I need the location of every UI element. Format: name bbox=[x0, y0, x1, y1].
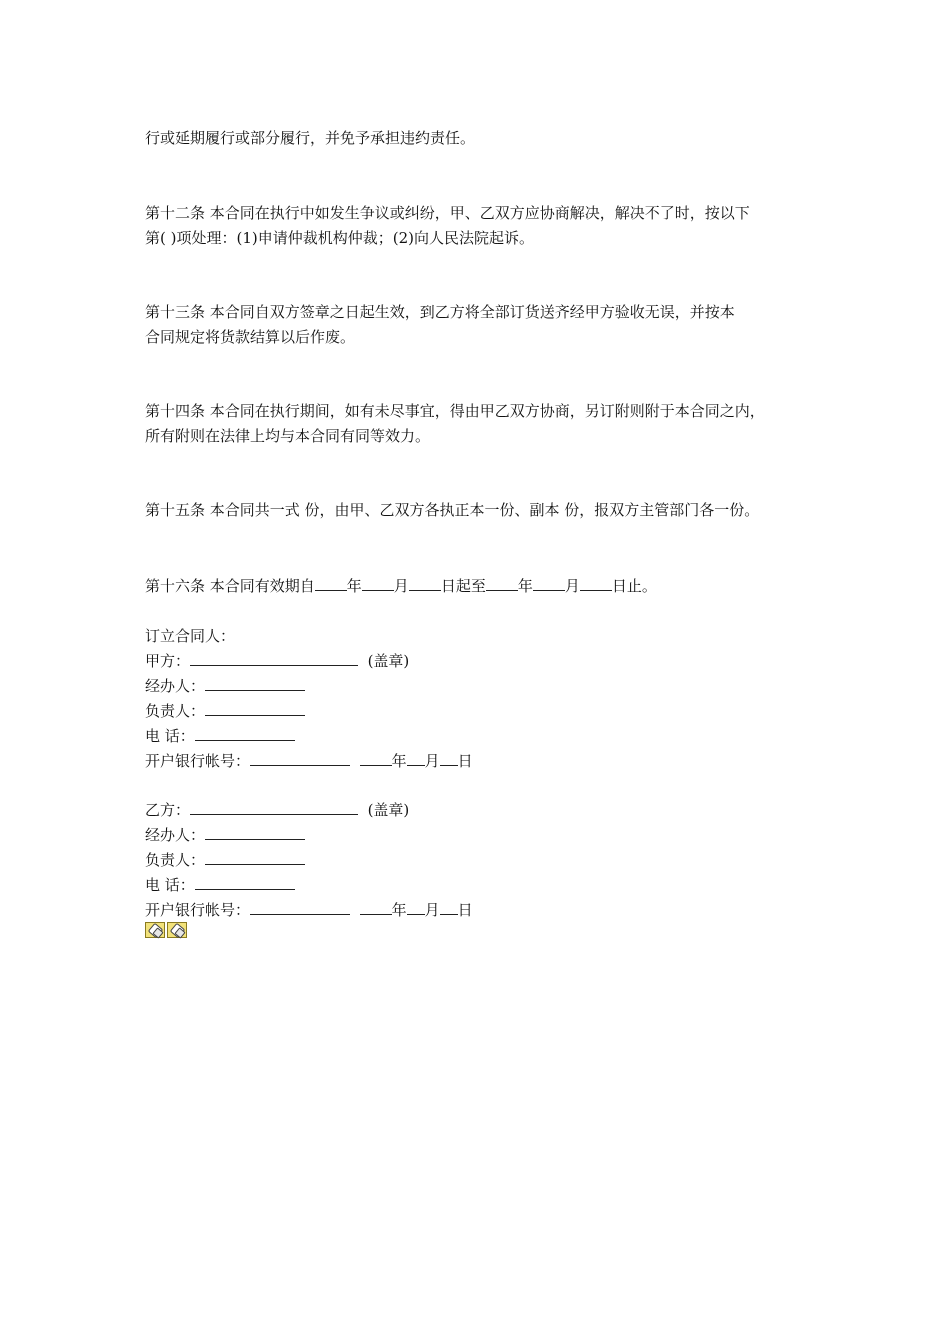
year-label: 年 bbox=[346, 577, 362, 595]
day-label: 日 bbox=[457, 901, 473, 919]
party-b-bank-row bbox=[145, 900, 473, 920]
day-from-label: 日起至 bbox=[440, 577, 486, 595]
clause-13-line1: 第十三条 本合同自双方签章之日起生效，到乙方将全部订货送齐经甲方验收无误，并按本 bbox=[145, 303, 735, 321]
phone-label: 电 话： bbox=[145, 727, 195, 745]
party-b-principal-row bbox=[145, 850, 305, 870]
blank[interactable] bbox=[362, 576, 394, 591]
principal-blank[interactable] bbox=[205, 850, 305, 865]
year-label: 年 bbox=[391, 901, 407, 919]
clause-16 bbox=[145, 576, 657, 596]
month-label: 月 bbox=[424, 901, 440, 919]
seal-label: (盖章) bbox=[367, 652, 410, 670]
year-blank[interactable] bbox=[360, 900, 392, 915]
agent-blank[interactable] bbox=[205, 825, 305, 840]
clause-14-line2: 所有附则在法律上均与本合同有同等效力。 bbox=[145, 427, 431, 445]
day-label: 日 bbox=[457, 752, 473, 770]
party-a-bank-row bbox=[145, 751, 473, 771]
party-b-phone-row bbox=[145, 875, 295, 895]
party-a-agent-row bbox=[145, 676, 305, 696]
phone-label: 电 话： bbox=[145, 876, 195, 894]
party-a-blank[interactable] bbox=[190, 651, 358, 666]
signatories-title: 订立合同人： bbox=[145, 627, 236, 645]
phone-blank[interactable] bbox=[195, 875, 295, 890]
bank-blank[interactable] bbox=[250, 900, 350, 915]
month-blank[interactable] bbox=[407, 900, 425, 915]
principal-label: 负责人： bbox=[145, 851, 206, 869]
bank-label: 开户银行帐号： bbox=[145, 752, 251, 770]
principal-blank[interactable] bbox=[205, 701, 305, 716]
agent-blank[interactable] bbox=[205, 676, 305, 691]
clause-12-line2: 第( )项处理：(1)申请仲裁机构仲裁；(2)向人民法院起诉。 bbox=[145, 229, 534, 247]
agent-label: 经办人： bbox=[145, 677, 206, 695]
year-blank[interactable] bbox=[360, 751, 392, 766]
principal-label: 负责人： bbox=[145, 702, 206, 720]
party-b-blank[interactable] bbox=[190, 800, 358, 815]
party-a-phone-row bbox=[145, 726, 295, 746]
month-label: 月 bbox=[564, 577, 580, 595]
party-b-row bbox=[145, 800, 409, 820]
month-label: 月 bbox=[393, 577, 409, 595]
attachment-icon[interactable] bbox=[167, 922, 187, 938]
clause-12-line1: 第十二条 本合同在执行中如发生争议或纠纷，甲、乙双方应协商解决，解决不了时，按以下 bbox=[145, 204, 750, 222]
clause-14-line1: 第十四条 本合同在执行期间，如有未尽事宜，得由甲乙双方协商，另订附则附于本合同之内， bbox=[145, 402, 765, 420]
bank-blank[interactable] bbox=[250, 751, 350, 766]
blank[interactable] bbox=[409, 576, 441, 591]
seal-label: (盖章) bbox=[367, 801, 410, 819]
agent-label: 经办人： bbox=[145, 826, 206, 844]
month-label: 月 bbox=[424, 752, 440, 770]
clause-13-line2: 合同规定将货款结算以后作废。 bbox=[145, 328, 356, 346]
year-label: 年 bbox=[517, 577, 533, 595]
blank[interactable] bbox=[533, 576, 565, 591]
clause-15: 第十五条 本合同共一式 份，由甲、乙双方各执正本一份、副本 份，报双方主管部门各一份。 bbox=[145, 501, 760, 519]
day-to-label: 日止。 bbox=[611, 577, 657, 595]
party-a-label: 甲方： bbox=[145, 652, 191, 670]
party-b-agent-row bbox=[145, 825, 305, 845]
party-b-label: 乙方： bbox=[145, 801, 191, 819]
party-a-row bbox=[145, 651, 409, 671]
phone-blank[interactable] bbox=[195, 726, 295, 741]
blank[interactable] bbox=[486, 576, 518, 591]
blank[interactable] bbox=[580, 576, 612, 591]
bank-label: 开户银行帐号： bbox=[145, 901, 251, 919]
party-a-principal-row bbox=[145, 701, 305, 721]
year-label: 年 bbox=[391, 752, 407, 770]
attachment-icon[interactable] bbox=[145, 922, 165, 938]
month-blank[interactable] bbox=[407, 751, 425, 766]
attachment-icons bbox=[145, 922, 187, 938]
day-blank[interactable] bbox=[440, 900, 458, 915]
day-blank[interactable] bbox=[440, 751, 458, 766]
clause-16-prefix: 第十六条 本合同有效期自 bbox=[145, 577, 315, 595]
blank[interactable] bbox=[315, 576, 347, 591]
clause-11-end: 行或延期履行或部分履行，并免予承担违约责任。 bbox=[145, 129, 476, 147]
